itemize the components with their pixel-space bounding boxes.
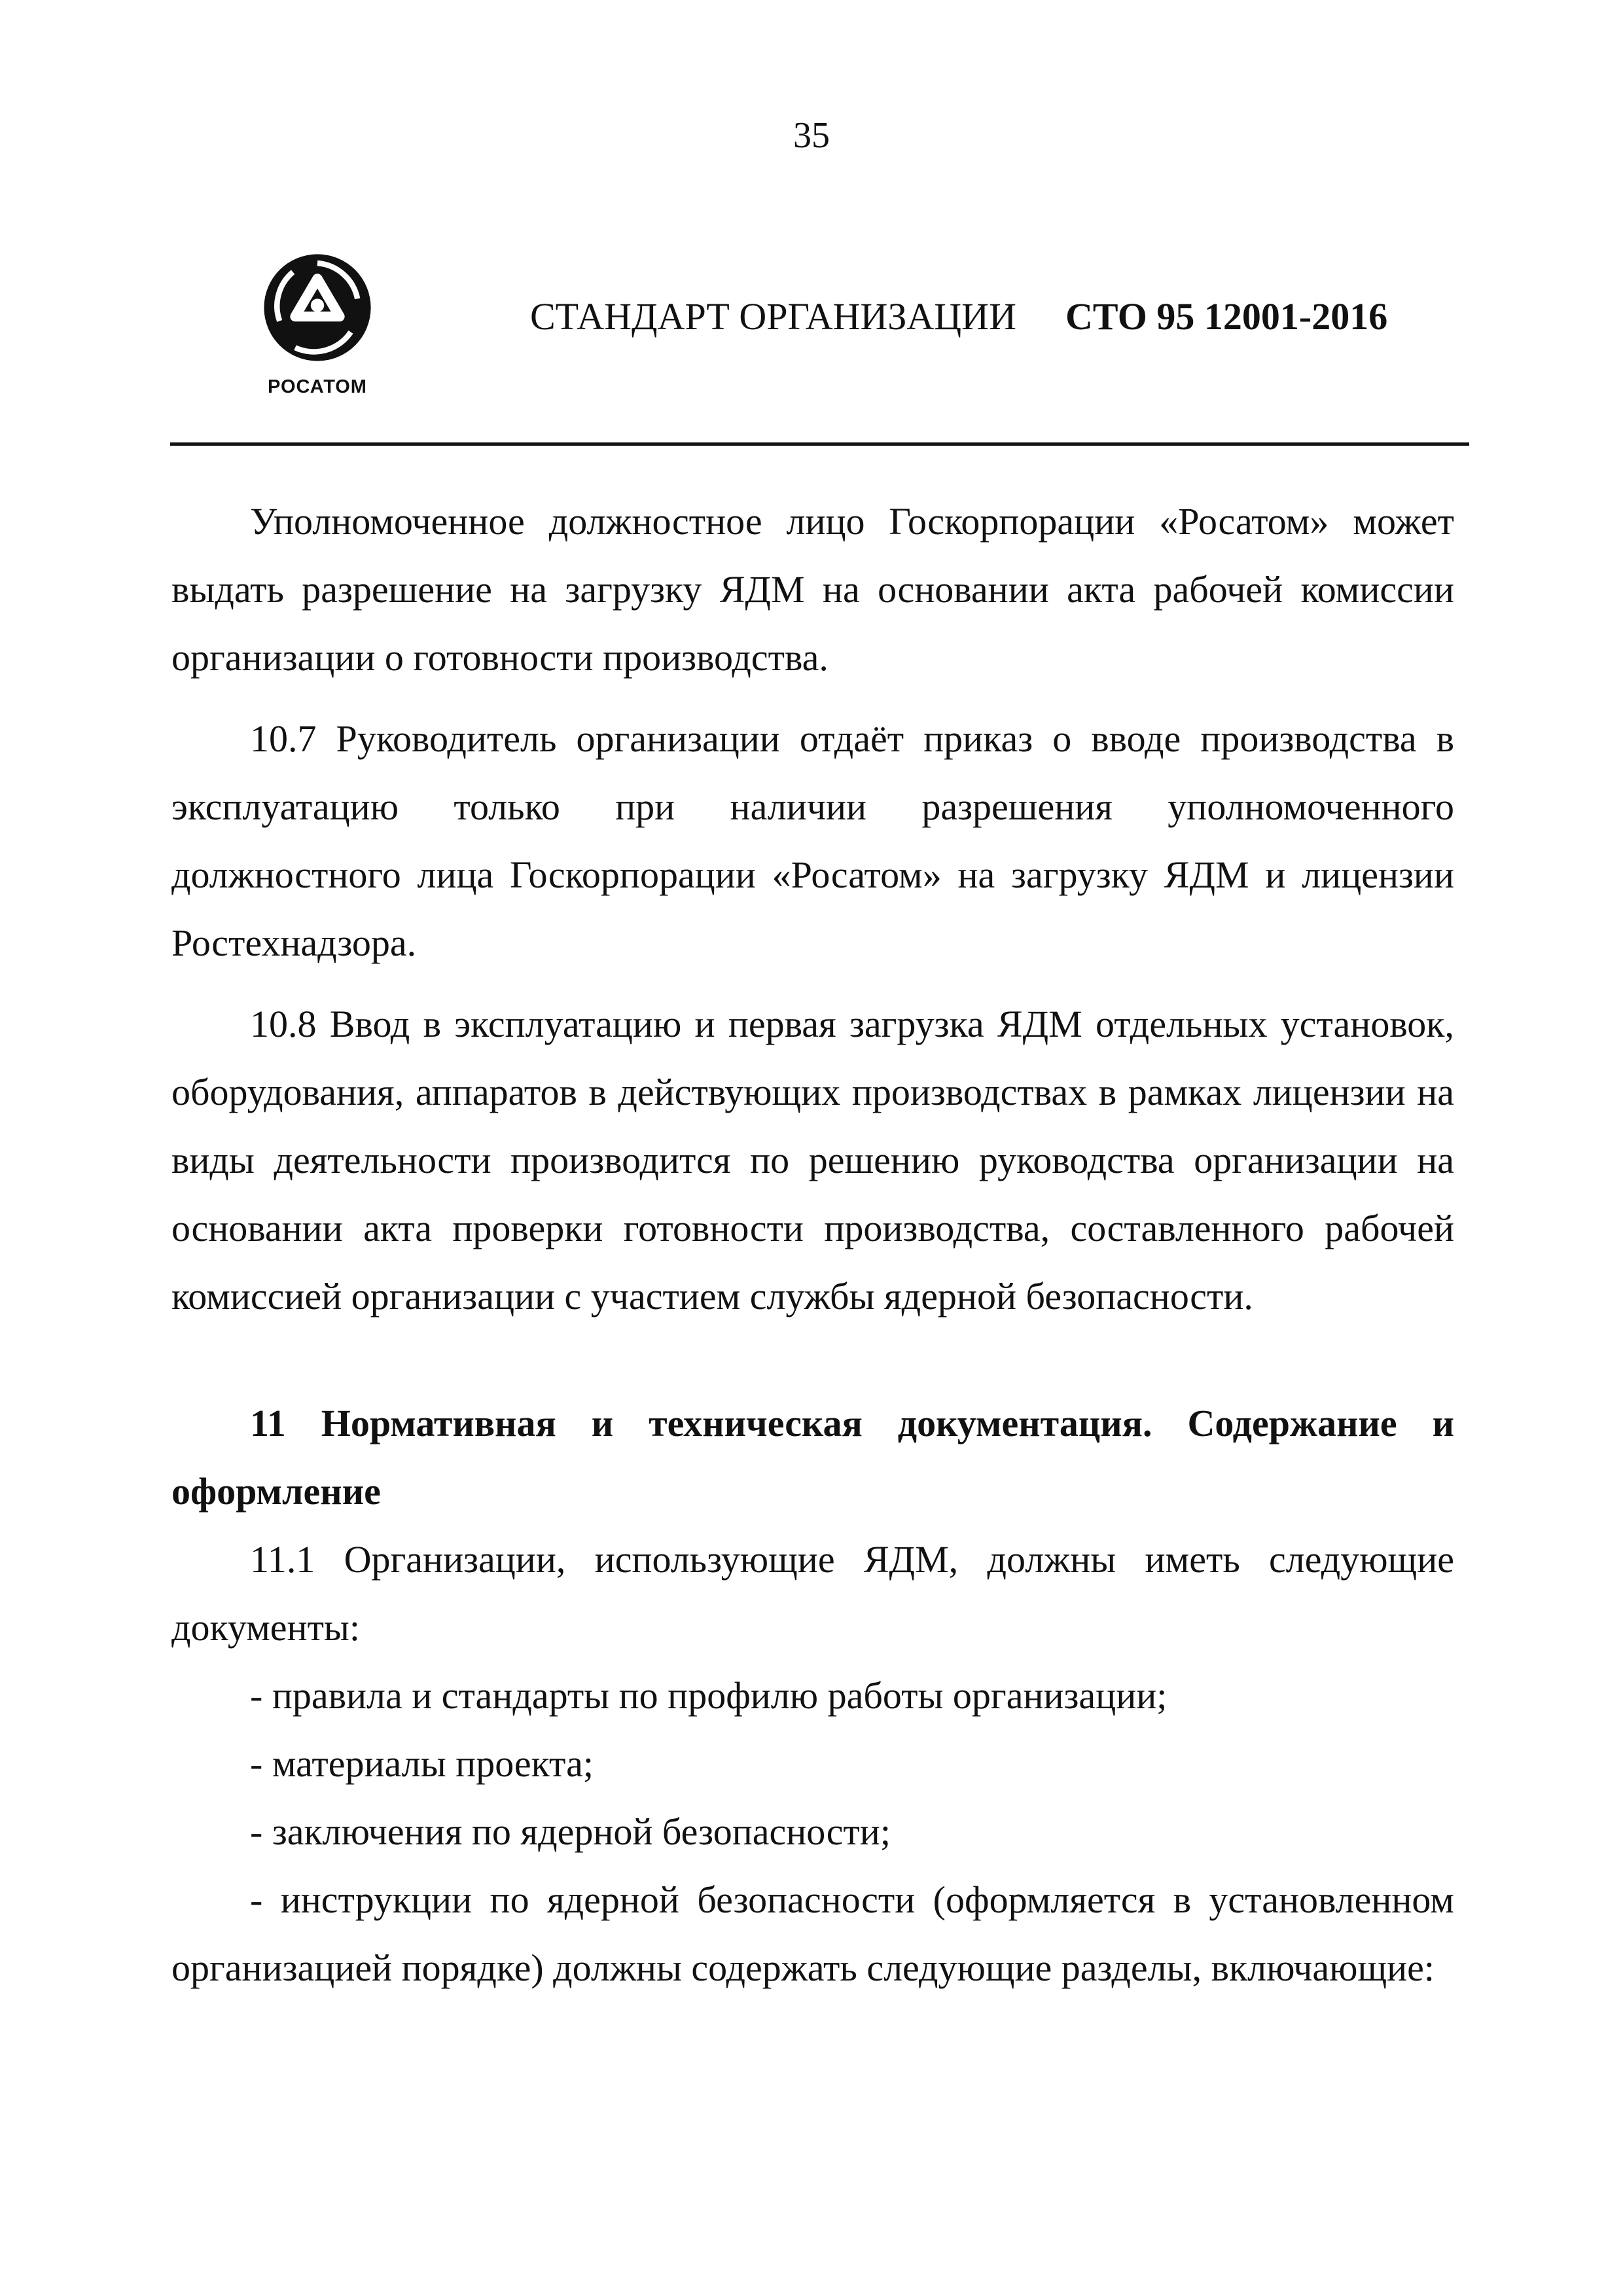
list-item: - правила и стандарты по профилю работы организации; [250, 1674, 1168, 1717]
page-number: 35 [793, 115, 830, 156]
document-body [171, 488, 1454, 2002]
paragraph-10-7: 10.7 Руководитель организации отдаёт приказ о вводе производства в эксплуатацию только при наличии разрешения уполномоченного должностного лица Госкорпорации «Росатом» на загрузку ЯДМ и лицензии Ростехнадзора. [171, 717, 1454, 964]
standard-code: СТО 95 12001-2016 [1065, 295, 1388, 338]
standard-title: СТАНДАРТ ОРГАНИЗАЦИИ [530, 295, 1016, 338]
rosatom-logo [259, 252, 376, 398]
list-item: - заключения по ядерной безопасности; [250, 1810, 891, 1853]
list-item: - материалы проекта; [250, 1742, 594, 1785]
header-divider [170, 442, 1469, 446]
paragraph-1: Уполномоченное должностное лицо Госкорпорации «Росатом» может выдать разрешение на загрузку ЯДМ на основании акта рабочей комиссии организации о готовности производства. [171, 500, 1454, 679]
logo-text: РОСАТОМ [268, 376, 367, 397]
rosatom-emblem-icon [262, 252, 373, 363]
section-11-heading: 11 Нормативная и техническая документация. Содержание и оформление [171, 1402, 1454, 1513]
paragraph-10-8: 10.8 Ввод в эксплуатацию и первая загрузка ЯДМ отдельных установок, оборудования, аппаратов в действующих производствах в рамках лицензии на виды деятельности производится по решению руководства организации на основании акта проверки готовности производства, составленного рабочей комиссией организации с участием службы ядерной безопасности. [171, 1003, 1454, 1318]
paragraph-11-1: 11.1 Организации, использующие ЯДМ, должны иметь следующие документы: [171, 1538, 1454, 1649]
list-item: - инструкции по ядерной безопасности (оформляется в установленном организацией порядке) должны содержать следующие разделы, включающие: [171, 1878, 1454, 1989]
